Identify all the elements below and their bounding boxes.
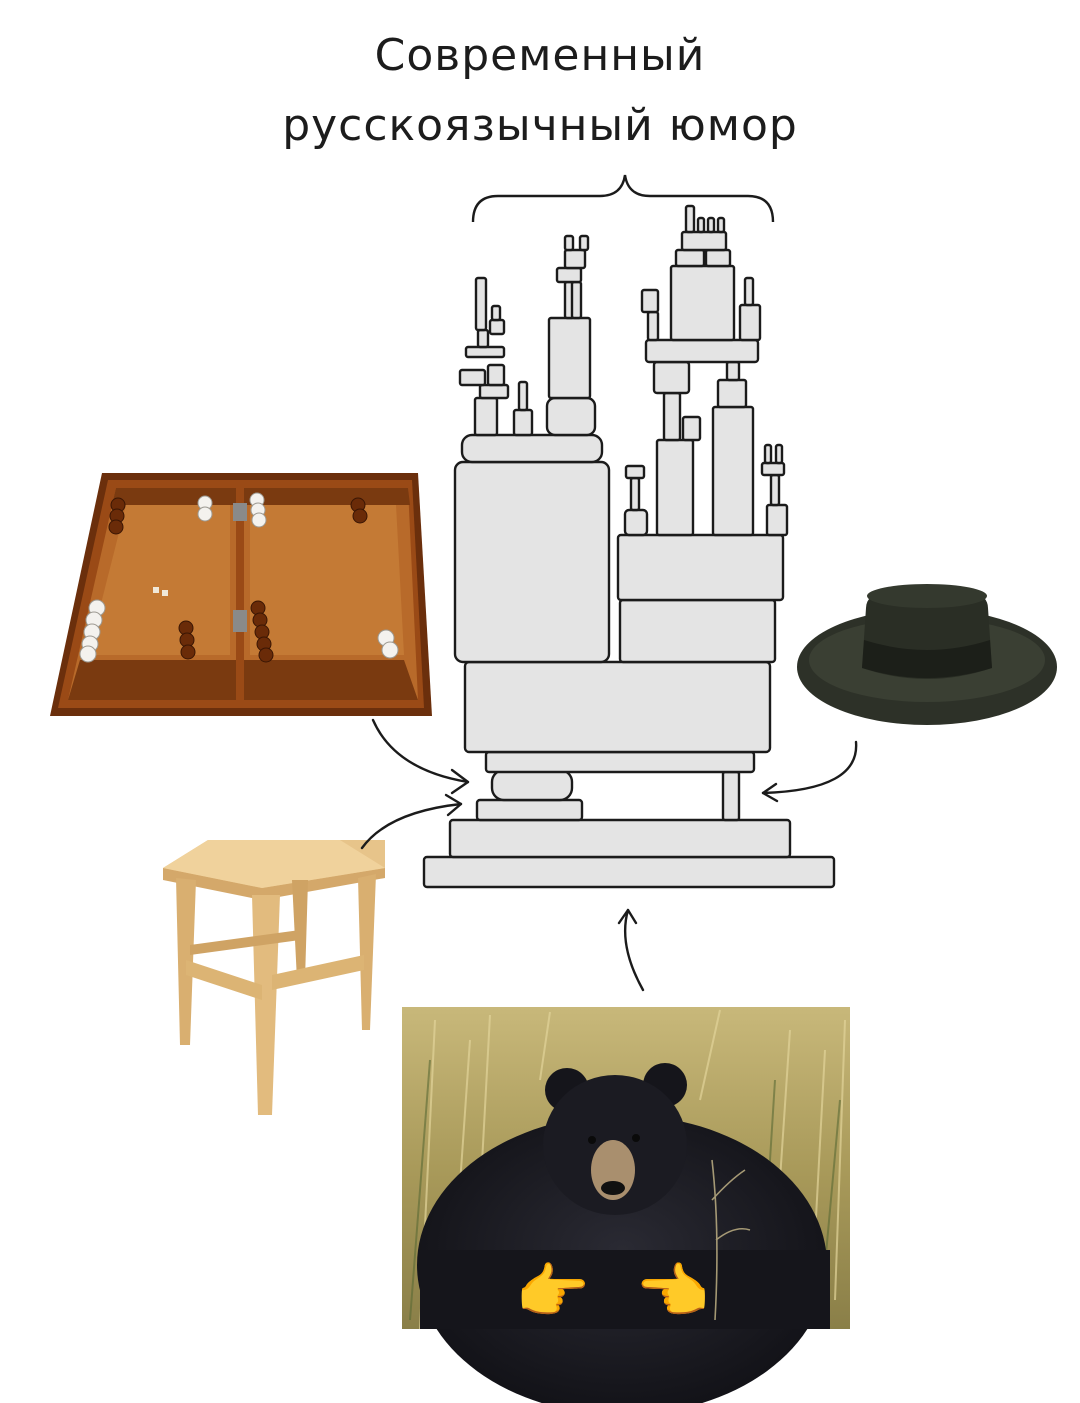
tower-stone (492, 770, 572, 800)
backgammon-board (50, 473, 432, 716)
tower-right-block-low (620, 600, 775, 662)
pointing-right-emoji: 👉 (515, 1257, 590, 1327)
tower-base-step (477, 800, 582, 820)
tower-big-block (465, 662, 770, 752)
tower-left-cap (462, 435, 602, 462)
black-hat (797, 584, 1057, 725)
tower-left-block (455, 462, 609, 662)
title-line-2: русскоязычный юмор (282, 100, 798, 151)
wooden-stool (163, 840, 385, 1115)
title-line-1: Современный (374, 30, 706, 81)
tower-base-second (450, 820, 790, 857)
tower-right-block-mid (618, 535, 783, 600)
pointing-left-emoji: 👈 (635, 1257, 710, 1327)
tower-slab (486, 752, 754, 772)
curly-brace (473, 175, 773, 222)
block-tower (424, 206, 834, 887)
arrow-from-hat (763, 742, 856, 793)
tower-base-plate (424, 857, 834, 887)
bear-photo (402, 1007, 850, 1403)
tower-thin-pillar (723, 772, 739, 820)
